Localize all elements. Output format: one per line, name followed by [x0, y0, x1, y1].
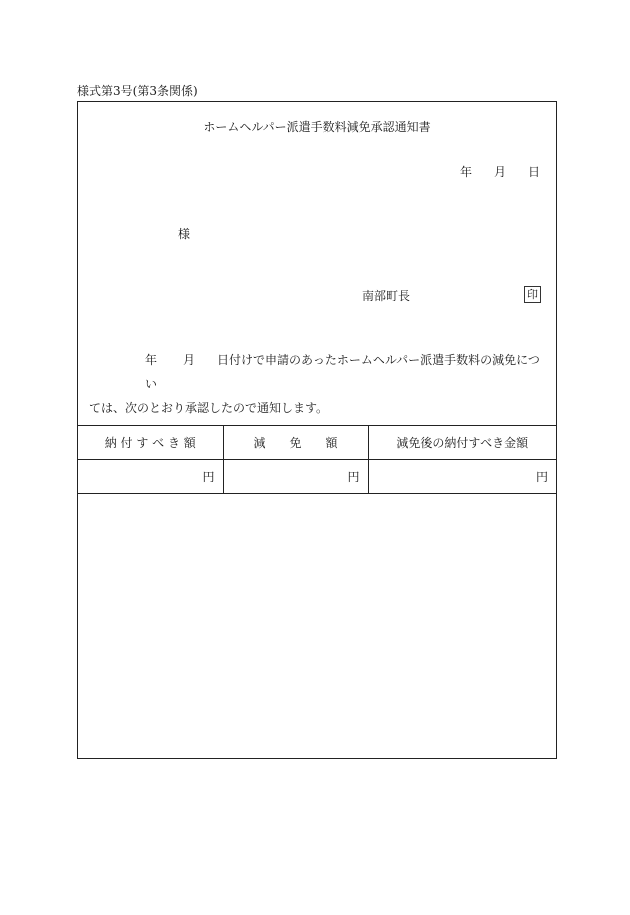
table-row — [78, 460, 556, 494]
header-reduction-amount: 減 免 額 — [223, 426, 368, 460]
body-line-1-text: 日付けで申請のあったホームヘルパー派遣手数料の減免につい — [145, 353, 540, 391]
cell-amount-after-reduction: 円 — [368, 460, 556, 494]
issuer-name: 南部町長 — [362, 289, 411, 303]
notice-form — [77, 101, 557, 759]
issue-date — [460, 165, 540, 179]
amount-table — [78, 425, 556, 494]
header-amount-after-reduction: 減免後の納付すべき金額 — [368, 426, 556, 460]
date-month: 月 — [493, 165, 506, 179]
form-number: 様式第3号(第3条関係) — [77, 84, 198, 98]
addressee-suffix: 様 — [178, 227, 191, 241]
body-month: 月 — [183, 353, 196, 367]
seal-box: 印 — [524, 286, 541, 303]
table-header-row — [78, 426, 556, 460]
date-day: 日 — [527, 165, 540, 179]
cell-reduction-amount: 円 — [223, 460, 368, 494]
body-line-1 — [89, 348, 549, 396]
body-year: 年 — [145, 353, 158, 367]
body-line-2: ては、次のとおり承認したので通知します。 — [89, 401, 329, 415]
document-title: ホームヘルパー派遣手数料減免承認通知書 — [203, 120, 431, 134]
date-year: 年 — [459, 165, 472, 179]
notice-body — [89, 348, 549, 420]
header-payable-amount: 納 付 す べ き 額 — [78, 426, 223, 460]
cell-payable-amount: 円 — [78, 460, 223, 494]
